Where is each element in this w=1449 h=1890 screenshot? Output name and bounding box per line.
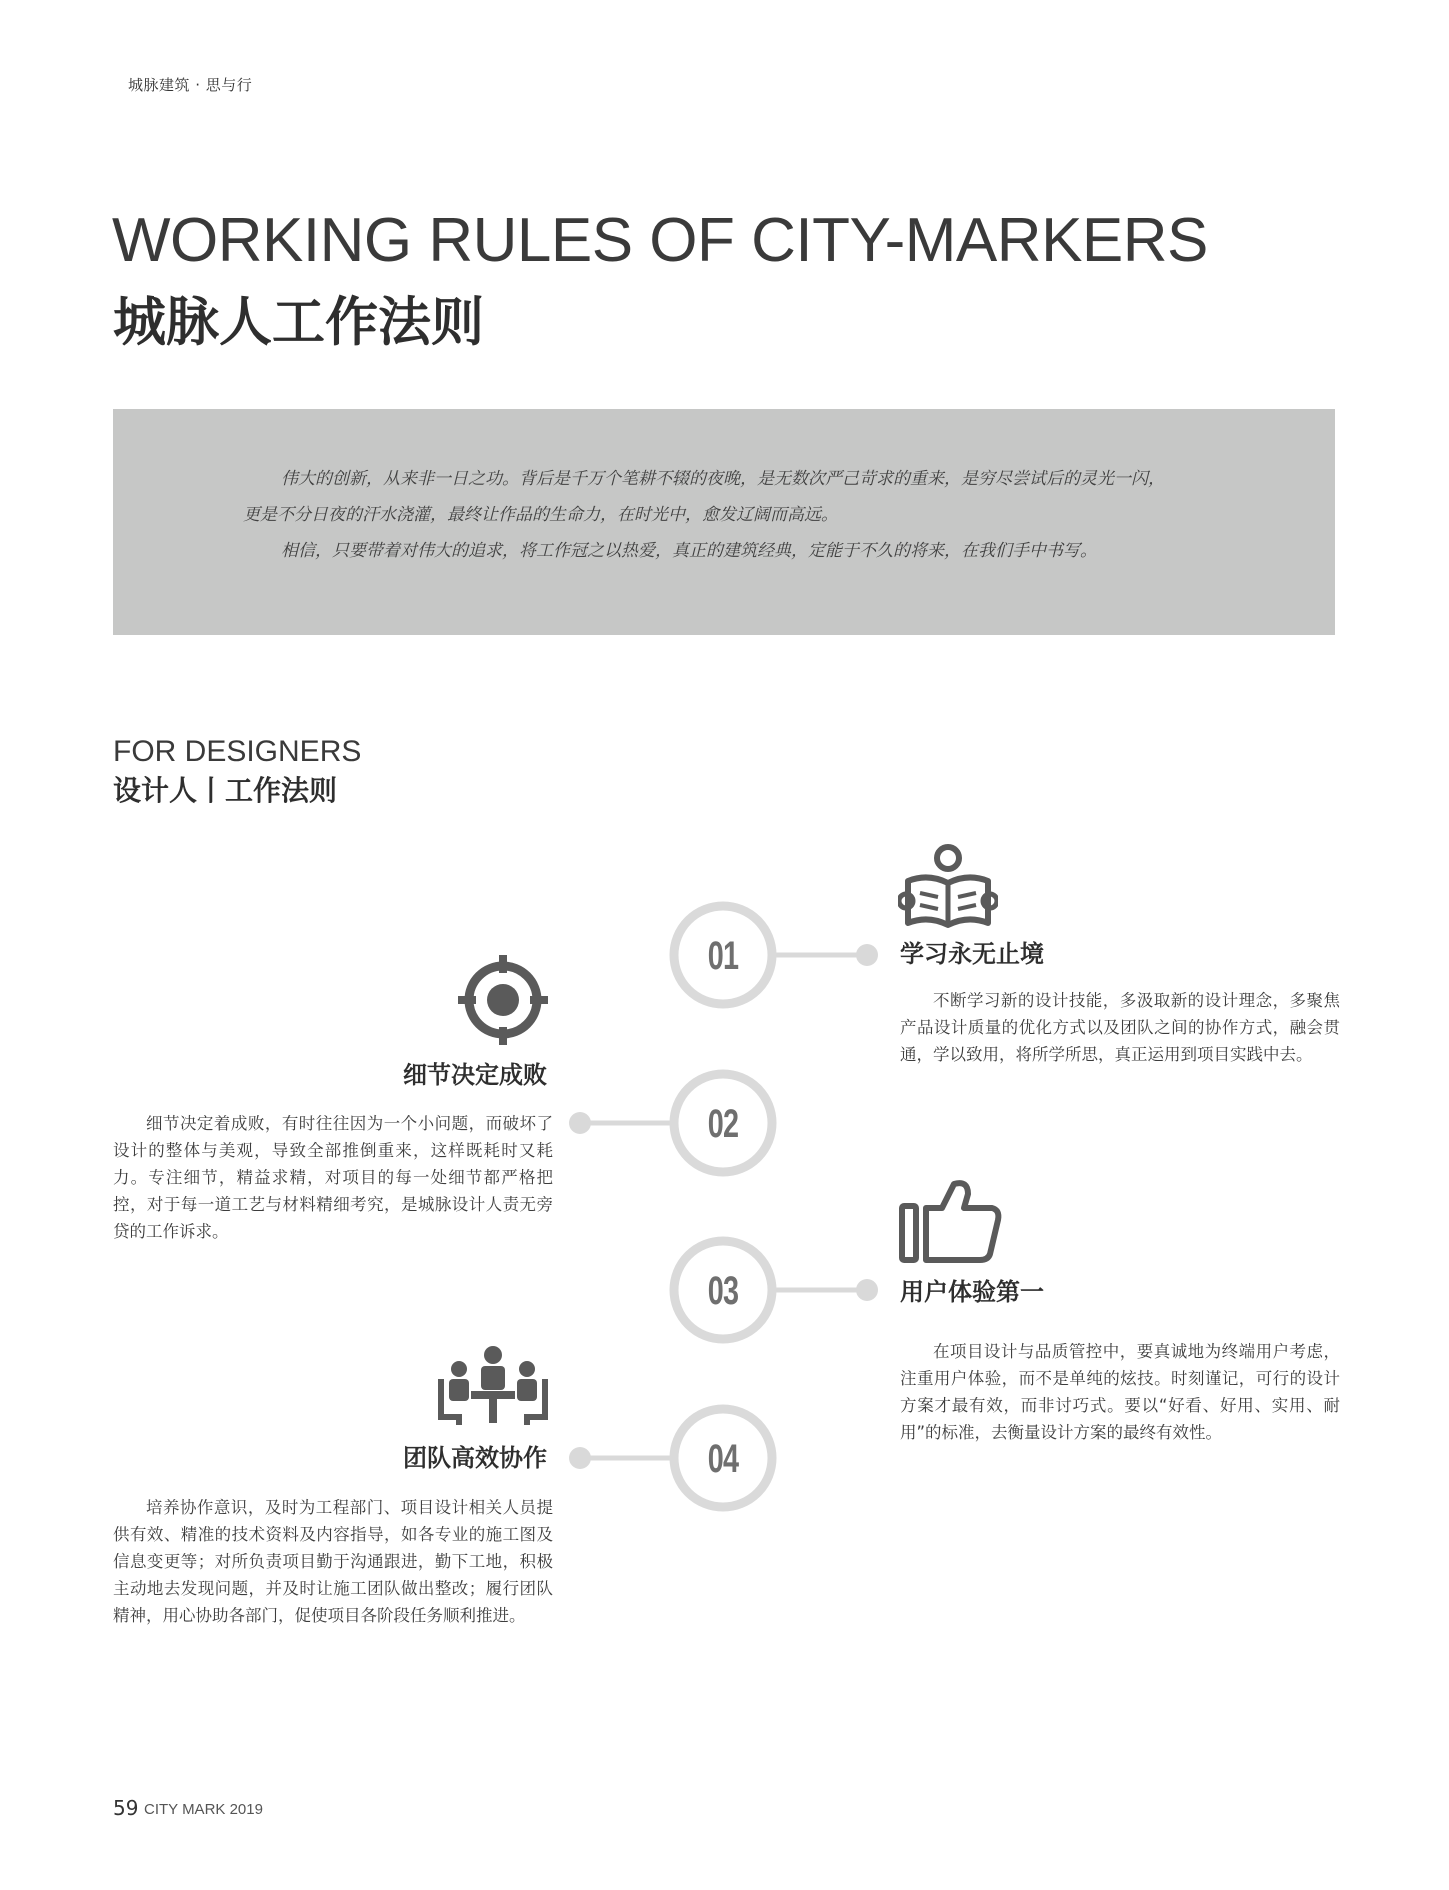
- connector-dot-01: [856, 944, 878, 966]
- page-number: 59: [113, 1796, 139, 1820]
- connector-dot-04: [569, 1447, 591, 1469]
- thumbs-up-icon: [898, 1178, 1004, 1264]
- rule-number-04: 04: [707, 1437, 739, 1481]
- intro-line-2: 更是不分日夜的汗水浇灌，最终让作品的生命力，在时光中，愈发辽阔而高远。: [243, 505, 838, 525]
- rule-number-01: 01: [707, 934, 739, 978]
- rule-heading-01: 学习永无止境: [900, 940, 1044, 968]
- connector-dot-03: [856, 1279, 878, 1301]
- rule-heading-04: 团队高效协作: [403, 1444, 547, 1472]
- rule-body-03: 在项目设计与品质管控中，要真诚地为终端用户考虑，注重用户体验，而不是单纯的炫技。时刻谨记，可行的设计方案才最有效，而非讨巧式。要以“好看、好用、实用、耐用”的标准，去衡量设计方案的最终有效性。: [900, 1342, 1340, 1442]
- target-icon: [458, 955, 548, 1045]
- intro-line-3: 相信，只要带着对伟大的追求，将工作冠之以热爱，真正的建筑经典，定能于不久的将来，在我们手中书写。: [281, 541, 1097, 561]
- rule-body-02: 细节决定着成败，有时往往因为一个小问题，而破坏了设计的整体与美观，导致全部推倒重来，这样既耗时又耗力。专注细节，精益求精，对项目的每一处细节都严格把控，对于每一道工艺与材料精细考究，是城脉设计人责无旁贷的工作诉求。: [113, 1114, 553, 1241]
- page-title-english: WORKING RULES OF CITY-MARKERS: [112, 206, 1208, 275]
- connector-dot-02: [569, 1112, 591, 1134]
- rule-body-04: 培养协作意识，及时为工程部门、项目设计相关人员提供有效、精准的技术资料及内容指导，如各专业的施工图及信息变更等；对所负责项目勤于沟通跟进，勤下工地，积极主动地去发现问题，并及时让施工团队做出整改；履行团队精神，用心协助各部门，促使项目各阶段任务顺利推进。: [113, 1498, 553, 1625]
- section-title-english: FOR DESIGNERS: [113, 735, 362, 768]
- page-title-chinese: 城脉人工作法则: [113, 292, 484, 353]
- team-meeting-icon: [437, 1345, 549, 1427]
- reading-person-icon: [898, 843, 998, 935]
- rule-heading-02: 细节决定成败: [403, 1061, 547, 1089]
- rule-number-02: 02: [707, 1102, 739, 1146]
- running-header: 城脉建筑 · 思与行: [128, 76, 253, 94]
- magazine-name: CITY MARK 2019: [144, 1801, 263, 1818]
- rule-heading-03: 用户体验第一: [900, 1278, 1044, 1306]
- rule-body-01: 不断学习新的设计技能，多汲取新的设计理念，多聚焦产品设计质量的优化方式以及团队之间的协作方式，融会贯通，学以致用，将所学所思，真正运用到项目实践中去。: [900, 991, 1340, 1064]
- intro-line-1: 伟大的创新，从来非一日之功。背后是千万个笔耕不辍的夜晚，是无数次严己苛求的重来，是穷尽尝试后的灵光一闪，: [281, 469, 1165, 489]
- rule-number-03: 03: [707, 1269, 739, 1313]
- section-title-chinese: 设计人丨工作法则: [113, 774, 338, 807]
